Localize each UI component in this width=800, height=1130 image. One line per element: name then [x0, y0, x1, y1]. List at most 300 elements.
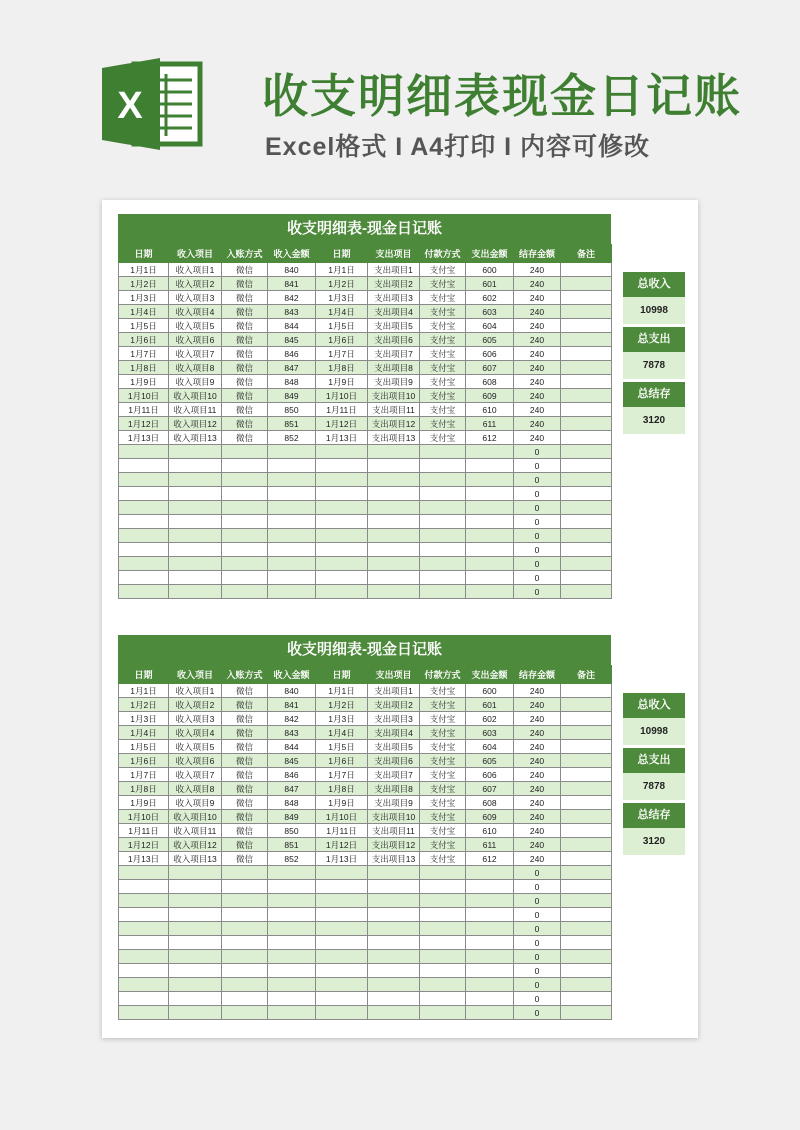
table-cell[interactable]: 600 — [466, 684, 514, 698]
table-cell[interactable] — [169, 908, 222, 922]
table-cell[interactable]: 支付宝 — [420, 375, 466, 389]
table-cell[interactable]: 0 — [514, 501, 561, 515]
table-cell[interactable]: 1月3日 — [316, 712, 368, 726]
table-cell[interactable]: 1月10日 — [119, 389, 169, 403]
table-cell[interactable] — [561, 740, 612, 754]
table-cell[interactable]: 612 — [466, 431, 514, 445]
table-cell[interactable]: 支付宝 — [420, 852, 466, 866]
table-cell[interactable] — [222, 487, 268, 501]
table-cell[interactable]: 支付宝 — [420, 740, 466, 754]
table-cell[interactable]: 支付宝 — [420, 417, 466, 431]
table-cell[interactable]: 支付宝 — [420, 838, 466, 852]
table-cell[interactable]: 支出项目8 — [368, 782, 420, 796]
table-cell[interactable] — [222, 880, 268, 894]
table-cell[interactable]: 支出项目10 — [368, 389, 420, 403]
table-cell[interactable] — [561, 361, 612, 375]
table-cell[interactable] — [420, 543, 466, 557]
table-cell[interactable]: 609 — [466, 810, 514, 824]
table-cell[interactable]: 240 — [514, 796, 561, 810]
table-cell[interactable]: 1月6日 — [316, 754, 368, 768]
table-cell[interactable] — [119, 585, 169, 599]
table-cell[interactable]: 支付宝 — [420, 305, 466, 319]
table-cell[interactable] — [316, 543, 368, 557]
table-cell[interactable]: 支付宝 — [420, 768, 466, 782]
table-cell[interactable] — [268, 585, 316, 599]
table-cell[interactable]: 微信 — [222, 319, 268, 333]
table-cell[interactable] — [169, 992, 222, 1006]
table-cell[interactable] — [420, 922, 466, 936]
table-cell[interactable] — [561, 852, 612, 866]
table-cell[interactable]: 微信 — [222, 740, 268, 754]
table-cell[interactable] — [368, 515, 420, 529]
table-cell[interactable]: 603 — [466, 726, 514, 740]
table-cell[interactable]: 612 — [466, 852, 514, 866]
table-cell[interactable] — [466, 543, 514, 557]
table-cell[interactable] — [561, 936, 612, 950]
table-cell[interactable] — [466, 908, 514, 922]
table-cell[interactable]: 微信 — [222, 796, 268, 810]
table-cell[interactable]: 支出项目5 — [368, 319, 420, 333]
table-cell[interactable]: 240 — [514, 852, 561, 866]
table-cell[interactable]: 支付宝 — [420, 291, 466, 305]
table-cell[interactable]: 240 — [514, 305, 561, 319]
table-cell[interactable]: 收入项目9 — [169, 375, 222, 389]
table-cell[interactable] — [119, 880, 169, 894]
table-cell[interactable]: 240 — [514, 824, 561, 838]
table-cell[interactable]: 240 — [514, 782, 561, 796]
table-cell[interactable] — [222, 585, 268, 599]
table-cell[interactable] — [119, 1006, 169, 1020]
table-cell[interactable]: 微信 — [222, 698, 268, 712]
table-cell[interactable]: 1月7日 — [119, 347, 169, 361]
table-cell[interactable]: 支出项目1 — [368, 263, 420, 277]
table-cell[interactable]: 1月3日 — [119, 291, 169, 305]
table-cell[interactable]: 支出项目7 — [368, 768, 420, 782]
table-cell[interactable]: 1月12日 — [119, 417, 169, 431]
table-cell[interactable] — [368, 459, 420, 473]
table-cell[interactable]: 支付宝 — [420, 824, 466, 838]
table-cell[interactable]: 0 — [514, 529, 561, 543]
table-cell[interactable] — [561, 417, 612, 431]
table-cell[interactable] — [119, 529, 169, 543]
table-cell[interactable]: 微信 — [222, 361, 268, 375]
table-cell[interactable]: 收入项目12 — [169, 838, 222, 852]
table-cell[interactable] — [316, 964, 368, 978]
table-cell[interactable] — [561, 403, 612, 417]
table-cell[interactable] — [466, 950, 514, 964]
table-cell[interactable]: 844 — [268, 319, 316, 333]
table-cell[interactable]: 微信 — [222, 375, 268, 389]
table-cell[interactable] — [222, 557, 268, 571]
table-cell[interactable]: 支出项目3 — [368, 712, 420, 726]
table-cell[interactable]: 841 — [268, 277, 316, 291]
table-cell[interactable] — [268, 880, 316, 894]
table-cell[interactable]: 支付宝 — [420, 684, 466, 698]
table-cell[interactable] — [466, 473, 514, 487]
table-cell[interactable] — [316, 529, 368, 543]
table-cell[interactable]: 0 — [514, 1006, 561, 1020]
table-cell[interactable]: 1月5日 — [316, 319, 368, 333]
table-cell[interactable]: 841 — [268, 698, 316, 712]
table-cell[interactable]: 1月13日 — [119, 431, 169, 445]
table-cell[interactable] — [368, 1006, 420, 1020]
table-cell[interactable] — [368, 866, 420, 880]
table-cell[interactable]: 240 — [514, 431, 561, 445]
table-cell[interactable] — [466, 922, 514, 936]
table-cell[interactable] — [316, 487, 368, 501]
table-cell[interactable] — [561, 543, 612, 557]
table-cell[interactable]: 收入项目5 — [169, 740, 222, 754]
table-cell[interactable]: 支出项目9 — [368, 796, 420, 810]
table-cell[interactable] — [119, 964, 169, 978]
table-cell[interactable]: 1月8日 — [316, 782, 368, 796]
table-cell[interactable] — [561, 319, 612, 333]
table-cell[interactable] — [169, 487, 222, 501]
table-cell[interactable] — [368, 936, 420, 950]
table-cell[interactable]: 851 — [268, 838, 316, 852]
table-cell[interactable]: 0 — [514, 487, 561, 501]
table-cell[interactable]: 支出项目12 — [368, 838, 420, 852]
table-cell[interactable]: 1月5日 — [119, 319, 169, 333]
table-cell[interactable] — [561, 894, 612, 908]
table-cell[interactable]: 842 — [268, 291, 316, 305]
table-cell[interactable] — [561, 571, 612, 585]
table-cell[interactable] — [268, 487, 316, 501]
table-cell[interactable]: 602 — [466, 712, 514, 726]
table-cell[interactable] — [368, 908, 420, 922]
table-cell[interactable] — [420, 557, 466, 571]
table-cell[interactable] — [420, 585, 466, 599]
table-cell[interactable] — [169, 880, 222, 894]
table-cell[interactable] — [561, 501, 612, 515]
table-cell[interactable] — [268, 922, 316, 936]
table-cell[interactable] — [316, 501, 368, 515]
table-cell[interactable] — [169, 459, 222, 473]
table-cell[interactable] — [119, 922, 169, 936]
table-cell[interactable]: 收入项目4 — [169, 726, 222, 740]
table-cell[interactable]: 606 — [466, 347, 514, 361]
table-cell[interactable]: 240 — [514, 417, 561, 431]
table-cell[interactable]: 847 — [268, 361, 316, 375]
table-cell[interactable] — [316, 894, 368, 908]
table-cell[interactable]: 1月7日 — [119, 768, 169, 782]
table-cell[interactable]: 605 — [466, 754, 514, 768]
table-cell[interactable] — [368, 501, 420, 515]
table-cell[interactable]: 240 — [514, 740, 561, 754]
table-cell[interactable]: 840 — [268, 263, 316, 277]
table-cell[interactable]: 0 — [514, 908, 561, 922]
table-cell[interactable]: 608 — [466, 796, 514, 810]
table-cell[interactable]: 支付宝 — [420, 361, 466, 375]
table-cell[interactable] — [169, 501, 222, 515]
table-cell[interactable] — [420, 529, 466, 543]
table-cell[interactable] — [119, 543, 169, 557]
table-cell[interactable] — [561, 291, 612, 305]
table-cell[interactable] — [268, 894, 316, 908]
table-cell[interactable] — [222, 950, 268, 964]
table-cell[interactable]: 收入项目12 — [169, 417, 222, 431]
table-cell[interactable]: 微信 — [222, 431, 268, 445]
table-cell[interactable] — [222, 922, 268, 936]
table-cell[interactable] — [561, 964, 612, 978]
table-cell[interactable]: 1月8日 — [316, 361, 368, 375]
table-cell[interactable] — [268, 571, 316, 585]
table-cell[interactable] — [561, 333, 612, 347]
table-cell[interactable] — [466, 992, 514, 1006]
table-cell[interactable]: 微信 — [222, 403, 268, 417]
table-cell[interactable] — [268, 936, 316, 950]
table-cell[interactable]: 240 — [514, 726, 561, 740]
table-cell[interactable] — [420, 950, 466, 964]
table-cell[interactable]: 收入项目8 — [169, 782, 222, 796]
table-cell[interactable] — [222, 473, 268, 487]
table-cell[interactable]: 支付宝 — [420, 698, 466, 712]
table-cell[interactable] — [561, 922, 612, 936]
table-cell[interactable] — [222, 459, 268, 473]
table-cell[interactable]: 支出项目7 — [368, 347, 420, 361]
table-cell[interactable]: 240 — [514, 754, 561, 768]
table-cell[interactable] — [222, 445, 268, 459]
table-cell[interactable]: 850 — [268, 824, 316, 838]
table-cell[interactable] — [316, 866, 368, 880]
table-cell[interactable] — [169, 585, 222, 599]
table-cell[interactable]: 收入项目6 — [169, 754, 222, 768]
table-cell[interactable] — [420, 571, 466, 585]
table-cell[interactable] — [368, 529, 420, 543]
table-cell[interactable]: 支付宝 — [420, 431, 466, 445]
table-cell[interactable] — [420, 894, 466, 908]
table-cell[interactable]: 0 — [514, 936, 561, 950]
table-cell[interactable]: 支付宝 — [420, 712, 466, 726]
table-cell[interactable]: 1月4日 — [119, 726, 169, 740]
table-cell[interactable]: 1月10日 — [316, 389, 368, 403]
table-cell[interactable]: 收入项目1 — [169, 684, 222, 698]
table-cell[interactable] — [368, 964, 420, 978]
table-cell[interactable] — [466, 529, 514, 543]
table-cell[interactable]: 收入项目11 — [169, 824, 222, 838]
table-cell[interactable]: 1月2日 — [316, 277, 368, 291]
table-cell[interactable] — [561, 459, 612, 473]
table-cell[interactable] — [119, 487, 169, 501]
table-cell[interactable] — [268, 501, 316, 515]
table-cell[interactable] — [316, 936, 368, 950]
table-cell[interactable] — [119, 571, 169, 585]
table-cell[interactable] — [561, 824, 612, 838]
table-cell[interactable] — [420, 501, 466, 515]
table-cell[interactable]: 607 — [466, 361, 514, 375]
table-cell[interactable] — [316, 473, 368, 487]
table-cell[interactable]: 支出项目11 — [368, 824, 420, 838]
table-cell[interactable]: 微信 — [222, 333, 268, 347]
table-cell[interactable]: 1月10日 — [119, 810, 169, 824]
table-cell[interactable] — [561, 277, 612, 291]
table-cell[interactable] — [561, 712, 612, 726]
table-cell[interactable]: 1月13日 — [119, 852, 169, 866]
table-cell[interactable]: 支出项目3 — [368, 291, 420, 305]
table-cell[interactable]: 1月11日 — [119, 403, 169, 417]
table-cell[interactable]: 1月2日 — [119, 698, 169, 712]
table-cell[interactable] — [222, 515, 268, 529]
table-cell[interactable]: 240 — [514, 277, 561, 291]
table-cell[interactable]: 1月6日 — [119, 333, 169, 347]
table-cell[interactable]: 0 — [514, 515, 561, 529]
table-cell[interactable] — [119, 908, 169, 922]
table-cell[interactable] — [169, 1006, 222, 1020]
table-cell[interactable] — [561, 473, 612, 487]
table-cell[interactable]: 收入项目4 — [169, 305, 222, 319]
table-cell[interactable] — [316, 445, 368, 459]
table-cell[interactable]: 845 — [268, 333, 316, 347]
table-cell[interactable] — [561, 431, 612, 445]
table-cell[interactable]: 603 — [466, 305, 514, 319]
table-cell[interactable]: 604 — [466, 319, 514, 333]
table-cell[interactable]: 收入项目1 — [169, 263, 222, 277]
table-cell[interactable] — [368, 543, 420, 557]
table-cell[interactable]: 1月10日 — [316, 810, 368, 824]
table-cell[interactable]: 1月6日 — [119, 754, 169, 768]
table-cell[interactable] — [466, 1006, 514, 1020]
table-cell[interactable]: 支出项目1 — [368, 684, 420, 698]
table-cell[interactable] — [561, 880, 612, 894]
table-cell[interactable] — [561, 445, 612, 459]
table-cell[interactable]: 240 — [514, 403, 561, 417]
table-cell[interactable]: 0 — [514, 922, 561, 936]
table-cell[interactable]: 支出项目5 — [368, 740, 420, 754]
table-cell[interactable] — [561, 375, 612, 389]
table-cell[interactable]: 微信 — [222, 852, 268, 866]
table-cell[interactable]: 微信 — [222, 684, 268, 698]
table-cell[interactable]: 微信 — [222, 277, 268, 291]
table-cell[interactable]: 846 — [268, 768, 316, 782]
table-cell[interactable] — [561, 698, 612, 712]
table-cell[interactable]: 微信 — [222, 712, 268, 726]
table-cell[interactable] — [368, 950, 420, 964]
table-cell[interactable] — [222, 936, 268, 950]
table-cell[interactable]: 0 — [514, 880, 561, 894]
table-cell[interactable] — [222, 543, 268, 557]
table-cell[interactable]: 1月9日 — [316, 796, 368, 810]
table-cell[interactable]: 1月11日 — [119, 824, 169, 838]
table-cell[interactable] — [119, 950, 169, 964]
table-cell[interactable]: 607 — [466, 782, 514, 796]
table-cell[interactable]: 支出项目12 — [368, 417, 420, 431]
table-cell[interactable]: 收入项目13 — [169, 852, 222, 866]
table-cell[interactable] — [561, 908, 612, 922]
table-cell[interactable] — [169, 473, 222, 487]
table-cell[interactable] — [561, 866, 612, 880]
table-cell[interactable] — [119, 978, 169, 992]
table-cell[interactable] — [368, 487, 420, 501]
table-cell[interactable]: 微信 — [222, 389, 268, 403]
table-cell[interactable] — [368, 473, 420, 487]
table-cell[interactable] — [169, 894, 222, 908]
table-cell[interactable] — [420, 445, 466, 459]
table-cell[interactable] — [561, 754, 612, 768]
table-cell[interactable] — [169, 936, 222, 950]
table-cell[interactable] — [169, 571, 222, 585]
table-cell[interactable]: 1月9日 — [316, 375, 368, 389]
table-cell[interactable] — [119, 894, 169, 908]
table-cell[interactable] — [466, 585, 514, 599]
table-cell[interactable]: 支付宝 — [420, 782, 466, 796]
table-cell[interactable]: 840 — [268, 684, 316, 698]
table-cell[interactable] — [222, 964, 268, 978]
table-cell[interactable] — [561, 978, 612, 992]
table-cell[interactable] — [466, 459, 514, 473]
table-cell[interactable]: 240 — [514, 333, 561, 347]
table-cell[interactable] — [466, 894, 514, 908]
table-cell[interactable]: 1月9日 — [119, 796, 169, 810]
table-cell[interactable]: 收入项目11 — [169, 403, 222, 417]
table-cell[interactable]: 604 — [466, 740, 514, 754]
table-cell[interactable] — [466, 978, 514, 992]
table-cell[interactable]: 收入项目8 — [169, 361, 222, 375]
table-cell[interactable]: 0 — [514, 585, 561, 599]
table-cell[interactable]: 1月8日 — [119, 361, 169, 375]
table-cell[interactable]: 收入项目7 — [169, 768, 222, 782]
table-cell[interactable] — [119, 515, 169, 529]
table-cell[interactable] — [222, 501, 268, 515]
table-cell[interactable]: 1月9日 — [119, 375, 169, 389]
table-cell[interactable] — [169, 922, 222, 936]
table-cell[interactable]: 支出项目11 — [368, 403, 420, 417]
table-cell[interactable]: 852 — [268, 431, 316, 445]
table-cell[interactable] — [466, 866, 514, 880]
table-cell[interactable]: 601 — [466, 277, 514, 291]
table-cell[interactable]: 支付宝 — [420, 796, 466, 810]
table-cell[interactable] — [316, 880, 368, 894]
table-cell[interactable]: 606 — [466, 768, 514, 782]
table-cell[interactable] — [561, 515, 612, 529]
table-cell[interactable]: 240 — [514, 375, 561, 389]
table-cell[interactable]: 849 — [268, 810, 316, 824]
table-cell[interactable] — [268, 964, 316, 978]
table-cell[interactable] — [368, 978, 420, 992]
table-cell[interactable]: 1月8日 — [119, 782, 169, 796]
table-cell[interactable]: 支出项目4 — [368, 726, 420, 740]
table-cell[interactable]: 846 — [268, 347, 316, 361]
table-cell[interactable] — [466, 571, 514, 585]
table-cell[interactable]: 0 — [514, 992, 561, 1006]
table-cell[interactable]: 1月12日 — [119, 838, 169, 852]
table-cell[interactable]: 支出项目2 — [368, 698, 420, 712]
table-cell[interactable] — [222, 529, 268, 543]
table-cell[interactable]: 支出项目13 — [368, 852, 420, 866]
table-cell[interactable] — [268, 459, 316, 473]
table-cell[interactable]: 0 — [514, 445, 561, 459]
table-cell[interactable]: 支付宝 — [420, 754, 466, 768]
table-cell[interactable]: 609 — [466, 389, 514, 403]
table-cell[interactable]: 1月11日 — [316, 403, 368, 417]
table-cell[interactable]: 微信 — [222, 305, 268, 319]
table-cell[interactable]: 微信 — [222, 824, 268, 838]
table-cell[interactable] — [466, 936, 514, 950]
table-cell[interactable] — [561, 487, 612, 501]
table-cell[interactable] — [316, 908, 368, 922]
table-cell[interactable]: 850 — [268, 403, 316, 417]
table-cell[interactable] — [268, 543, 316, 557]
table-cell[interactable] — [222, 992, 268, 1006]
table-cell[interactable]: 微信 — [222, 768, 268, 782]
table-cell[interactable]: 0 — [514, 543, 561, 557]
table-cell[interactable] — [466, 515, 514, 529]
table-cell[interactable] — [316, 571, 368, 585]
table-cell[interactable]: 收入项目3 — [169, 291, 222, 305]
table-cell[interactable] — [222, 571, 268, 585]
table-cell[interactable]: 1月4日 — [119, 305, 169, 319]
table-cell[interactable]: 240 — [514, 698, 561, 712]
table-cell[interactable]: 240 — [514, 347, 561, 361]
